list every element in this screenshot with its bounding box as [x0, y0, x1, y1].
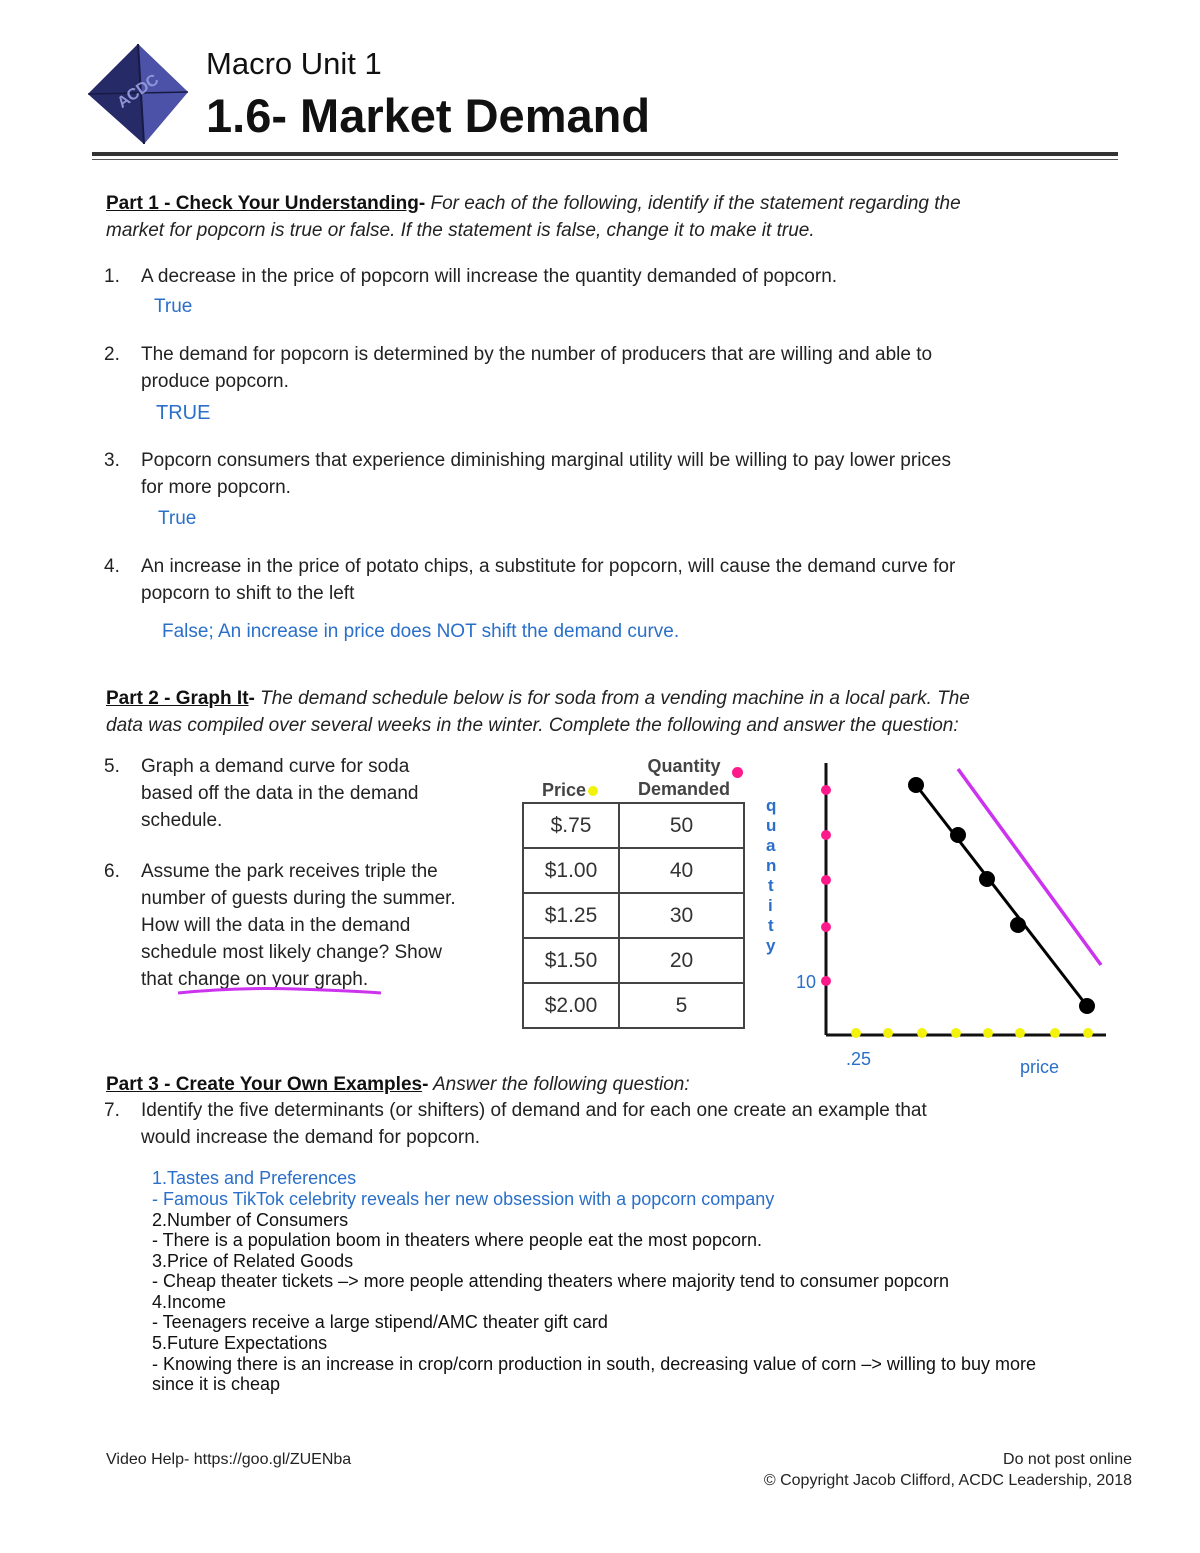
table-row [523, 848, 744, 893]
example-line: - Knowing there is an increase in crop/corn production in south, decreasing value of corn –> willing to buy more [152, 1354, 1036, 1374]
table-cell-price: $.75 [523, 803, 619, 848]
question-6-text: Assume the park receives triple the number of guests during the summer. How will the data in the demand schedule most likely change? Show that change on your graph . [141, 858, 511, 993]
demand-graph [750, 755, 1120, 1085]
x-tick-dot [1083, 1028, 1093, 1038]
question-2-text: The demand for popcorn is determined by the number of producers that are willing and able to produce popcorn. [141, 344, 933, 392]
table-row [523, 893, 744, 938]
handwritten-underline-phrase: change on your graph [178, 969, 363, 990]
y-tick-dot [821, 922, 831, 932]
table-cell-qty: 20 [619, 938, 744, 983]
example-line: 5.Future Expectations [152, 1333, 328, 1353]
question-number: 2. [104, 344, 120, 365]
unit-title: Macro Unit 1 [206, 46, 382, 81]
example-line: - Famous TikTok celebrity reveals her new obsession with a popcorn company [152, 1189, 775, 1209]
logo-text: ACDC [114, 71, 162, 112]
table-row [523, 983, 744, 1028]
x-tick-dot [917, 1028, 927, 1038]
y-tick-dot [821, 785, 831, 795]
demand-point [908, 777, 924, 793]
question-1-text: A decrease in the price of popcorn will increase the quantity demanded of popcorn. [141, 266, 838, 287]
part2-heading: Part 2 - Graph It [106, 688, 249, 709]
do-not-post-notice: Do not post online [1003, 1451, 1132, 1468]
example-line: 1.Tastes and Preferences [152, 1168, 357, 1188]
answer-3: True [158, 508, 197, 529]
demand-point [950, 827, 966, 843]
question-number: 4. [104, 556, 120, 577]
table-cell-qty: 5 [619, 983, 744, 1028]
part1-intro: Part 1 - Check Your Understanding- For each of the following, identify if the statement regarding the market for popcorn is true or false. If the statement is false, change it to make it true. [106, 193, 961, 241]
header-divider [92, 152, 1118, 156]
y-label-letter: t [768, 916, 774, 935]
table-row [523, 803, 744, 848]
x-tick-dot [983, 1028, 993, 1038]
y-label-letter: a [766, 836, 776, 855]
copyright-notice: © Copyright Jacob Clifford, ACDC Leadership, 2018 [763, 1472, 1132, 1489]
y-tick-dot [821, 875, 831, 885]
x-tick-dot [1015, 1028, 1025, 1038]
part3-intro: Part 3 - Create Your Own Examples- Answer the following question: [106, 1074, 690, 1095]
part3-heading: Part 3 - Create Your Own Examples [106, 1074, 423, 1095]
y-tick-dot [821, 976, 831, 986]
x-tick-dot [883, 1028, 893, 1038]
y-label-letter: q [766, 796, 777, 815]
example-line: - Cheap theater tickets –> more people attending theaters where majority tend to consumer popcorn [152, 1271, 949, 1291]
y-label-letter: u [766, 816, 777, 835]
acdc-logo-icon [86, 42, 190, 146]
answer-1: True [154, 296, 193, 317]
table-header-price: Price [522, 780, 618, 801]
question-number: 3. [104, 450, 120, 471]
question-number: 6. [104, 861, 120, 882]
question-number: 5. [104, 756, 120, 777]
demand-point [1079, 998, 1095, 1014]
header-divider-thin [92, 159, 1118, 160]
y-label-letter: i [768, 896, 773, 915]
x-tick-dot [951, 1028, 961, 1038]
answer-2: TRUE [156, 402, 211, 424]
example-line: 2.Number of Consumers [152, 1210, 349, 1230]
y-label-letter: t [768, 876, 774, 895]
table-cell-qty: 30 [619, 893, 744, 938]
part3-instructions: Answer the following question: [428, 1074, 690, 1095]
x-axis-label: price [1020, 1057, 1060, 1077]
y-label-letter: y [766, 936, 776, 955]
x-tick-dot [851, 1028, 861, 1038]
table-row [523, 938, 744, 983]
demand-point [1010, 917, 1026, 933]
pink-marker-icon [732, 767, 743, 778]
yellow-marker-icon [588, 786, 598, 796]
question-4-text: An increase in the price of potato chips, a substitute for popcorn, will cause the demand curve for popcorn to shift to the left [141, 556, 956, 604]
demand-point [979, 871, 995, 887]
question-number: 7. [104, 1100, 120, 1121]
table-cell-qty: 40 [619, 848, 744, 893]
part2-instructions: The demand schedule below is for soda from a vending machine in a local park. The [254, 688, 970, 709]
table-cell-qty: 50 [619, 803, 744, 848]
part1-instructions: For each of the following, identify if the statement regarding the [425, 193, 961, 214]
question-number: 1. [104, 266, 120, 287]
y-tick-dot [821, 830, 831, 840]
x-tick-label: .25 [846, 1049, 872, 1069]
table-header-quantity: Quantity Demanded [637, 756, 731, 799]
question-3-text: Popcorn consumers that experience diminishing marginal utility will be willing to pay lower prices for more popcorn. [141, 450, 951, 498]
answer-4: False; An increase in price does NOT shift the demand curve. [162, 621, 680, 642]
page-title: 1.6- Market Demand [206, 89, 651, 142]
x-tick-dot [1050, 1028, 1060, 1038]
table-cell-price: $1.50 [523, 938, 619, 983]
example-line: 3.Price of Related Goods [152, 1251, 354, 1271]
video-help-link[interactable]: Video Help- https://goo.gl/ZUENba [106, 1451, 352, 1468]
table-cell-price: $2.00 [523, 983, 619, 1028]
table-cell-price: $1.25 [523, 893, 619, 938]
y-label-letter: n [766, 856, 777, 875]
part2-intro: Part 2 - Graph It- The demand schedule below is for soda from a vending machine in a local park. The data was compiled over several weeks in the winter. Complete the following and answer the question: [106, 688, 970, 736]
demand-schedule-table [522, 802, 745, 1029]
y-tick-label: 10 [796, 972, 817, 992]
table-cell-price: $1.00 [523, 848, 619, 893]
part1-heading: Part 1 - Check Your Understanding [106, 193, 419, 214]
question-7-text: Identify the five determinants (or shifters) of demand and for each one create an example that would increase the demand for popcorn. [141, 1100, 927, 1148]
pink-underline-mark [176, 985, 386, 999]
question-5-text: Graph a demand curve for soda based off the data in the demand schedule. [141, 756, 419, 831]
example-line: 4.Income [152, 1292, 227, 1312]
example-line: since it is cheap [152, 1374, 281, 1394]
example-line: - Teenagers receive a large stipend/AMC theater gift card [152, 1312, 608, 1332]
example-line: - There is a population boom in theaters where people eat the most popcorn. [152, 1230, 763, 1250]
demand-curve-line [916, 785, 1087, 1006]
y-axis-label [766, 796, 776, 955]
